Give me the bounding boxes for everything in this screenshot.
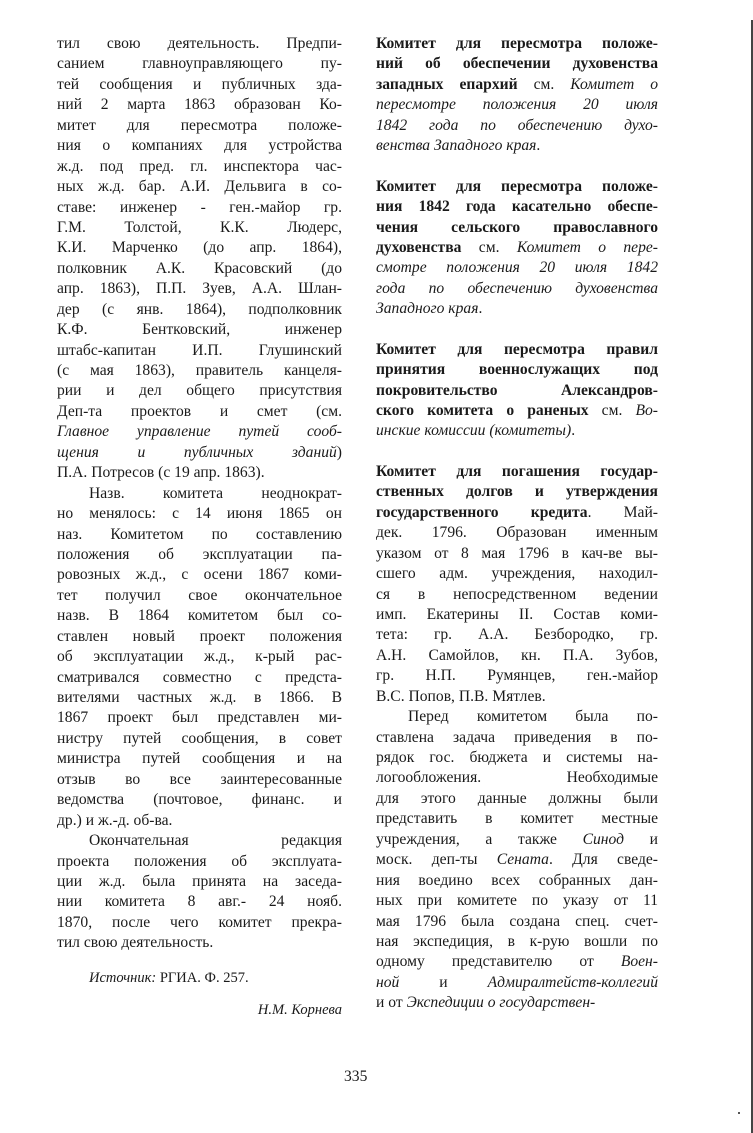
- body-text: имп. Екатерины II. Состав коми-: [376, 605, 658, 623]
- text-line: [376, 952, 658, 972]
- text-line: [376, 932, 658, 952]
- body-text: апр. 1863), П.П. Зуев, А.А. Шлан-: [57, 280, 342, 298]
- body-text: Назв. комитета неоднократ-: [89, 484, 342, 502]
- text-line: [376, 687, 658, 707]
- text-line: [57, 852, 342, 872]
- text-line: [57, 361, 342, 381]
- body-text: ведомства (почтовое, финанс. и: [57, 791, 342, 809]
- text-line: [57, 484, 342, 504]
- source-citation: [57, 968, 342, 988]
- text-line: [57, 443, 342, 463]
- text-line: [376, 197, 658, 217]
- source-text: РГИА. Ф. 257.: [156, 969, 249, 986]
- body-text: назв. В 1864 комитетом был со-: [57, 607, 342, 625]
- italic-reference-text: Адмиралтейств-коллегий: [487, 973, 658, 991]
- body-text: дер (с янв. 1864), подполковник: [57, 300, 342, 318]
- entry-heading-text: ния 1842 года касательно обеспе-: [376, 198, 658, 216]
- entry-heading-text: Комитет для погашения государ-: [376, 462, 658, 480]
- italic-reference-text: Сената: [496, 851, 549, 869]
- author-signature: Н.М. Корнева: [257, 1002, 342, 1019]
- body-text: ния о компаниях для устройства: [57, 137, 342, 155]
- text-line: [57, 279, 342, 299]
- text-line: [57, 341, 342, 361]
- text-line: [57, 668, 342, 688]
- paragraph: [376, 340, 658, 442]
- body-text: П.А. Потресов (с 19 апр. 1863).: [57, 464, 265, 482]
- body-text: министра путей сообщения и на: [57, 750, 342, 768]
- text-line: [376, 177, 658, 197]
- text-line: [57, 75, 342, 95]
- body-text: К.И. Марченко (до апр. 1864),: [57, 239, 342, 257]
- text-line: [376, 585, 658, 605]
- text-line: [376, 258, 658, 278]
- italic-reference-text: пересмотре положения 20 июля: [376, 96, 658, 114]
- entry-heading-text: ского комитета о раненых: [376, 402, 589, 419]
- entry-heading-text: Комитет для пересмотра положе-: [376, 35, 658, 52]
- body-text: рии и дел общего присутствия: [57, 382, 342, 400]
- text-line: [57, 790, 342, 810]
- entry-spacer: [376, 157, 658, 177]
- body-text: ставе: инженер - ген.-майор гр.: [57, 198, 342, 216]
- body-text: ровозных ж.д., с осени 1867 коми-: [57, 566, 342, 584]
- body-text: вителями частных ж.д. в 1866. В: [57, 689, 342, 706]
- text-line: [376, 95, 658, 115]
- text-line: [57, 381, 342, 401]
- body-text: гр. Н.П. Румянцев, ген.-майор: [376, 667, 658, 685]
- text-line: [57, 872, 342, 892]
- text-line: [376, 666, 658, 686]
- body-text: ставлен новый проект положения: [57, 627, 342, 645]
- body-text: наз. Комитетом по составлению: [57, 525, 342, 543]
- body-text: и от: [376, 994, 407, 1012]
- text-line: [376, 707, 658, 727]
- body-text: .: [478, 300, 483, 318]
- text-line: [57, 933, 342, 953]
- text-line: [57, 627, 342, 647]
- text-line: [57, 892, 342, 912]
- text-line: [376, 830, 658, 850]
- body-text: 1870, после чего комитет прекра-: [57, 913, 342, 931]
- body-text: ний 2 марта 1863 образован Ко-: [57, 96, 342, 114]
- body-text: . Май-: [587, 503, 658, 521]
- text-line: [376, 116, 658, 136]
- text-line: [376, 279, 658, 299]
- body-text: полковник А.К. Красовский (до: [57, 259, 342, 277]
- body-text: сматривался совместно с предста-: [57, 668, 342, 686]
- text-line: [376, 238, 658, 258]
- text-line: [376, 340, 658, 360]
- body-text: 1867 проект был представлен ми-: [57, 709, 342, 727]
- body-text: Г.М. Толстой, К.К. Людерс,: [57, 218, 342, 236]
- text-line: [376, 728, 658, 748]
- scan-speck: [738, 1112, 740, 1114]
- text-line: [57, 218, 342, 238]
- text-line: [57, 320, 342, 340]
- italic-reference-text: Синод: [582, 830, 625, 848]
- body-text: проекта положения об эксплуата-: [57, 852, 342, 870]
- body-text: учреждения, а также: [376, 830, 583, 848]
- entry-heading-text: духовенства: [376, 238, 462, 256]
- body-text: отзыв во все заинтересованные: [57, 770, 342, 788]
- body-text: санием главноуправляющего пу-: [57, 55, 342, 73]
- body-text: дек. 1796. Образован именным: [376, 524, 658, 542]
- body-text: (с мая 1863), правитель канцеля-: [57, 362, 342, 379]
- entry-heading-text: чения сельского православного: [376, 218, 658, 236]
- text-line: [57, 504, 342, 524]
- body-text: ных ж.д. бар. А.И. Дельвига в со-: [57, 178, 342, 196]
- entry-spacer: [376, 442, 658, 462]
- text-line: [376, 891, 658, 911]
- body-text: одному представителю от: [376, 953, 621, 971]
- entry-heading-text: принятия военнослужащих под: [376, 361, 658, 379]
- body-text: ся в непосредственном ведении: [376, 585, 658, 603]
- body-text: тей сообщения и публичных зда-: [57, 75, 342, 93]
- text-line: [57, 34, 342, 54]
- paragraph: [57, 34, 342, 484]
- body-text: ных при комитете по указу от 11: [376, 892, 658, 910]
- entry-heading-text: Комитет для пересмотра правил: [376, 340, 658, 358]
- paragraph: [376, 34, 658, 157]
- body-text: тет получил свое окончательное: [57, 586, 342, 604]
- text-line: [376, 462, 658, 482]
- text-line: [376, 871, 658, 891]
- italic-reference-text: Экспедиции о государствен-: [406, 994, 596, 1012]
- entry-heading-text: западных епархий: [376, 75, 518, 93]
- text-line: [376, 993, 658, 1013]
- text-line: [376, 625, 658, 645]
- text-line: [57, 402, 342, 422]
- body-text: тета: гр. А.А. Безбородко, гр.: [376, 626, 658, 644]
- page-number: 335: [344, 1068, 368, 1085]
- left-column: [57, 34, 342, 1021]
- text-line: [376, 136, 658, 156]
- paragraph: [376, 462, 658, 707]
- body-text: мая 1796 была создана спец. счет-: [376, 912, 658, 930]
- paragraph: [57, 831, 342, 954]
- italic-reference-text: щения и публичных зданий: [57, 443, 337, 461]
- body-text: А.Н. Самойлов, кн. П.А. Зубов,: [376, 646, 658, 664]
- body-text: положения об эксплуатации па-: [57, 545, 342, 563]
- text-line: [57, 300, 342, 320]
- text-line: [57, 116, 342, 136]
- paragraph: [376, 177, 658, 320]
- body-text: нистру путей сообщения, в совет: [57, 729, 342, 747]
- text-line: [57, 913, 342, 933]
- body-text: тил свою деятельность.: [57, 934, 214, 952]
- text-line: [376, 646, 658, 666]
- text-line: [376, 54, 658, 74]
- text-line: [57, 95, 342, 115]
- text-line: [57, 463, 342, 483]
- body-text: тил свою деятельность. Предпи-: [57, 35, 342, 52]
- entry-heading-text: Комитет для пересмотра положе-: [376, 177, 658, 195]
- italic-reference-text: Воен-: [620, 953, 658, 971]
- italic-reference-text: года по обеспечению духовенства: [376, 279, 658, 297]
- entry-heading-text: ний об обеспечении духовенства: [376, 55, 658, 73]
- body-text: др.) и ж.-д. об-ва.: [57, 811, 173, 829]
- italic-reference-text: ной: [376, 973, 400, 991]
- body-text: Окончательная редакция: [89, 832, 342, 850]
- text-line: [57, 422, 342, 442]
- text-line: [376, 482, 658, 502]
- paragraph: [57, 484, 342, 831]
- text-line: [376, 218, 658, 238]
- body-text: логообложения. Необходимые: [376, 769, 658, 787]
- text-line: [57, 729, 342, 749]
- text-line: [57, 198, 342, 218]
- body-text: митет для пересмотра положе-: [57, 116, 342, 134]
- text-line: [57, 565, 342, 585]
- text-line: [57, 831, 342, 851]
- right-column: [376, 34, 658, 1014]
- text-line: [57, 525, 342, 545]
- text-line: [376, 789, 658, 809]
- text-line: [376, 912, 658, 932]
- paragraph: [376, 707, 658, 1014]
- body-text: К.Ф. Бентковский, инженер: [57, 321, 342, 339]
- entry-spacer: [376, 320, 658, 340]
- text-line: [376, 523, 658, 543]
- text-line: [376, 299, 658, 319]
- body-text: Перед комитетом была по-: [408, 708, 658, 726]
- encyclopedia-entry: [376, 177, 658, 320]
- text-line: [57, 136, 342, 156]
- italic-reference-text: смотре положения 20 июля 1842: [376, 259, 658, 277]
- body-text: указом от 8 мая 1796 в кач-ве вы-: [376, 544, 658, 562]
- body-text: ставлена задача приведения в по-: [376, 728, 658, 746]
- text-line: [57, 647, 342, 667]
- body-text: ния воедино всех собранных дан-: [376, 871, 658, 889]
- text-line: [376, 381, 658, 401]
- body-text: .: [571, 422, 576, 440]
- body-text: об эксплуатации ж.д., к-рый рас-: [57, 648, 342, 666]
- text-line: [376, 503, 658, 523]
- text-line: [376, 605, 658, 625]
- text-line: [376, 360, 658, 380]
- body-text: Деп-та проектов и смет (см.: [57, 402, 342, 420]
- body-text: для этого данные должны были: [376, 789, 658, 807]
- body-text: но менялось: с 14 июня 1865 он: [57, 505, 342, 523]
- text-line: [376, 973, 658, 993]
- text-line: [57, 238, 342, 258]
- body-text: ж.д. под пред. гл. инспектора час-: [57, 157, 342, 175]
- page-edge-line: [751, 20, 753, 1133]
- text-line: [376, 748, 658, 768]
- italic-reference-text: инские комиссии (комитеты): [376, 422, 572, 440]
- body-text: штабс-капитан И.П. Глушинский: [57, 341, 342, 359]
- encyclopedia-entry: [376, 340, 658, 442]
- body-text: см.: [517, 75, 571, 93]
- body-text: . Для сведе-: [548, 851, 658, 869]
- body-text: см.: [588, 402, 636, 419]
- text-line: [376, 544, 658, 564]
- entry-heading-text: государственного кредита: [376, 503, 588, 521]
- body-text: рядок гос. бюджета и системы на-: [376, 749, 658, 766]
- italic-reference-text: 1842 года по обеспечению духо-: [376, 116, 658, 134]
- text-line: [376, 401, 658, 421]
- entry-heading-text: покровительство Александров-: [376, 381, 658, 399]
- text-line: [376, 809, 658, 829]
- text-line: [57, 157, 342, 177]
- body-text: моск. деп-ты: [376, 851, 497, 869]
- text-line: [57, 688, 342, 708]
- text-line: [57, 770, 342, 790]
- text-line: [376, 34, 658, 54]
- body-text: .: [536, 137, 541, 155]
- body-text: ная экспедиция, в к-рую вошли по: [376, 932, 658, 950]
- italic-reference-text: Главное управление путей сооб-: [57, 423, 342, 441]
- body-text: см.: [461, 238, 517, 256]
- italic-reference-text: Комитет о: [570, 75, 658, 93]
- encyclopedia-entry: [376, 462, 658, 1014]
- text-line: [57, 811, 342, 831]
- body-text: нии комитета 8 авг.- 24 нояб.: [57, 893, 342, 911]
- text-line: [57, 54, 342, 74]
- body-text: представить в комитет местные: [376, 810, 658, 828]
- text-line: [57, 177, 342, 197]
- body-text: и: [624, 830, 659, 848]
- text-line: [57, 708, 342, 728]
- body-text: и: [399, 973, 488, 991]
- text-line: [57, 545, 342, 565]
- body-text: ): [336, 443, 342, 461]
- text-line: [57, 259, 342, 279]
- text-line: [376, 421, 658, 441]
- source-label: Источник:: [89, 969, 157, 986]
- body-text: сшего адм. учреждения, находил-: [376, 565, 658, 583]
- text-line: [376, 75, 658, 95]
- italic-reference-text: Комитет о пере-: [516, 238, 658, 256]
- entry-heading-text: ственных долгов и утверждения: [376, 483, 658, 501]
- text-line: [57, 749, 342, 769]
- body-text: ции ж.д. была принята на заседа-: [57, 872, 342, 890]
- text-line: [376, 564, 658, 584]
- text-line: [376, 850, 658, 870]
- italic-reference-text: Во-: [635, 402, 658, 419]
- text-line: [57, 606, 342, 626]
- text-line: [57, 586, 342, 606]
- italic-reference-text: Западного края: [376, 300, 479, 318]
- encyclopedia-entry: [376, 34, 658, 157]
- body-text: В.С. Попов, П.В. Мятлев.: [376, 687, 546, 705]
- italic-reference-text: венства Западного края: [376, 137, 537, 155]
- text-line: [376, 768, 658, 788]
